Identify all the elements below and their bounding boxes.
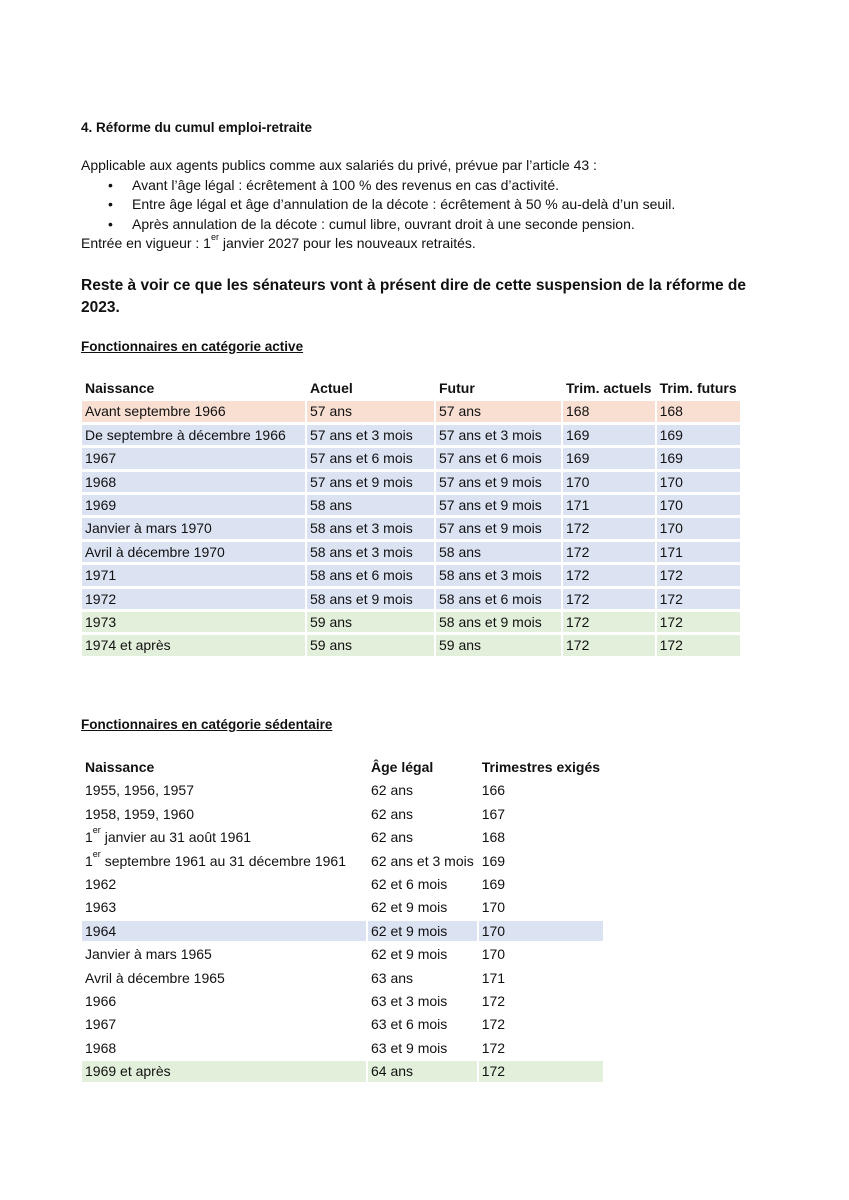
active-table-title: Fonctionnaires en catégorie active [81,339,304,354]
sedentaire-table [80,754,605,1085]
table-row: 1955, 1956, 1957 62 ans 166 [85,782,506,799]
table-row: 1967 63 et 6 mois 172 [85,1016,506,1033]
bullet-item: • Avant l’âge légal : écrêtement à 100 % des revenus en cas d’activité. [132,176,781,196]
section-heading: 4. Réforme du cumul emploi-retraite [81,120,313,135]
col-header: Trim. futurs [659,380,737,396]
table-row: Avril à décembre 1965 63 ans 171 [85,969,506,986]
section-4 [81,118,781,319]
table-row: 1er septembre 1961 au 31 décembre 1961 62 ans et 3 mois 169 [85,848,506,869]
table-row: 1er janvier au 31 août 1961 62 ans 168 [85,825,506,846]
col-header: Trimestres exigés [481,759,601,775]
table-header-row [82,757,603,777]
col-header: Futur [439,380,475,396]
table-row: Avril à décembre 1970 58 ans et 3 mois 58 ans 172 171 [82,542,740,562]
bullet-list [81,176,781,235]
active-table [80,375,742,659]
table-row: 1974 et après 59 ans 59 ans 172 172 [82,635,740,655]
table-header-row [82,378,740,398]
table-row: 1966 63 et 3 mois 172 [85,993,506,1010]
table-row: Janvier à mars 1970 58 ans et 3 mois 57 ans et 9 mois 172 170 [82,518,740,538]
table-row: 1963 62 et 9 mois 170 [85,899,506,916]
table-row: 1962 62 et 6 mois 169 [85,876,506,893]
table-row: 1971 58 ans et 6 mois 58 ans et 3 mois 172 172 [82,565,740,585]
table-row: 1958, 1959, 1960 62 ans 167 [85,805,506,822]
table-row: Avant septembre 1966 57 ans 57 ans 168 168 [82,401,740,421]
table-row: 1973 59 ans 58 ans et 9 mois 172 172 [82,612,740,632]
bullet-item: • Entre âge légal et âge d’annulation de la décote : écrêtement à 50 % au-delà d’un seuil. [132,195,781,215]
conclusion: Reste à voir ce que les sénateurs vont à présent dire de cette suspension de la réforme de 2023. [81,276,747,316]
table-row: 1972 58 ans et 9 mois 58 ans et 6 mois 172 172 [82,589,740,609]
col-header: Trim. actuels [566,380,652,396]
col-header: Naissance [85,380,155,396]
table-row: 1964 62 et 9 mois 170 [82,921,603,941]
table-row: Janvier à mars 1965 62 et 9 mois 170 [85,946,506,963]
table-row: 1969 58 ans 57 ans et 9 mois 171 170 [82,495,740,515]
sedentaire-table-title: Fonctionnaires en catégorie sédentaire [81,717,333,732]
intro-paragraph: Applicable aux agents publics comme aux salariés du privé, prévue par l’article 43 : [81,157,597,173]
col-header: Actuel [310,380,353,396]
col-header: Âge légal [371,759,434,775]
col-header: Naissance [85,759,155,775]
entree-en-vigueur: Entrée en vigueur : 1er janvier 2027 pour les nouveaux retraités. [81,232,476,251]
bullet-item: • Après annulation de la décote : cumul libre, ouvrant droit à une seconde pension. [132,215,781,235]
table-row: De septembre à décembre 1966 57 ans et 3 mois 57 ans et 3 mois 169 169 [82,425,740,445]
table-row: 1968 63 et 9 mois 172 [85,1039,506,1056]
table-row: 1968 57 ans et 9 mois 57 ans et 9 mois 170 170 [82,472,740,492]
table-row: 1967 57 ans et 6 mois 57 ans et 6 mois 169 169 [82,448,740,468]
table-row: 1969 et après 64 ans 172 [82,1061,603,1081]
